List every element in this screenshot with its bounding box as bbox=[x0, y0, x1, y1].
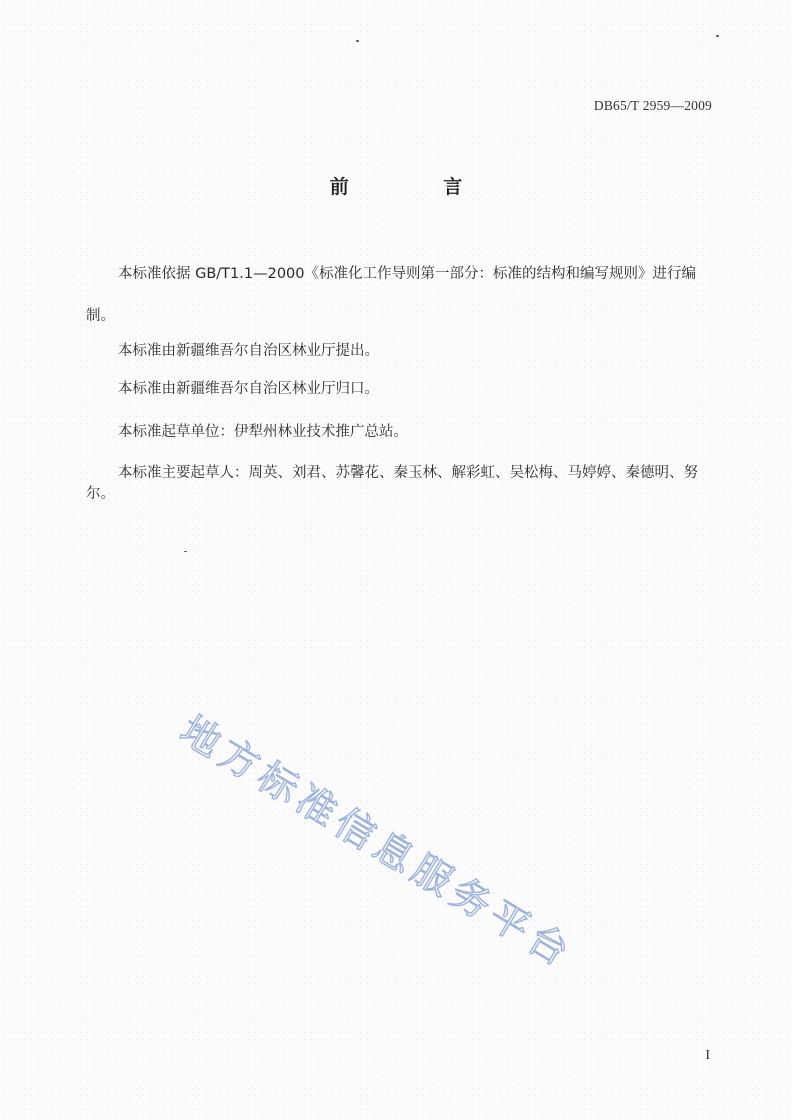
scan-speck bbox=[716, 35, 719, 37]
paragraph-drafting-unit: 本标准起草单位：伊犁州林业技术推广总站。 bbox=[118, 424, 408, 440]
watermark-text: 地方标准信息服务平台 bbox=[172, 707, 582, 979]
section-title: 前 言 bbox=[329, 176, 507, 198]
scan-speck bbox=[184, 551, 187, 552]
paragraph-administrator: 本标准由新疆维吾尔自治区林业厅归口。 bbox=[118, 381, 379, 397]
page-number: I bbox=[705, 1048, 710, 1063]
document-code: DB65/T 2959—2009 bbox=[593, 98, 712, 113]
paragraph-basis: 本标准依据 GB/T1.1—2000《标准化工作导则第一部分：标准的结构和编写规则》进行编制。 bbox=[86, 266, 696, 324]
scan-speck bbox=[356, 40, 359, 42]
paragraph-drafters: 本标准主要起草人：周英、刘君、苏馨花、秦玉林、解彩虹、吴松梅、马婷婷、秦德明、努尔。 bbox=[86, 465, 698, 502]
paragraph-proposer: 本标准由新疆维吾尔自治区林业厅提出。 bbox=[118, 343, 379, 359]
